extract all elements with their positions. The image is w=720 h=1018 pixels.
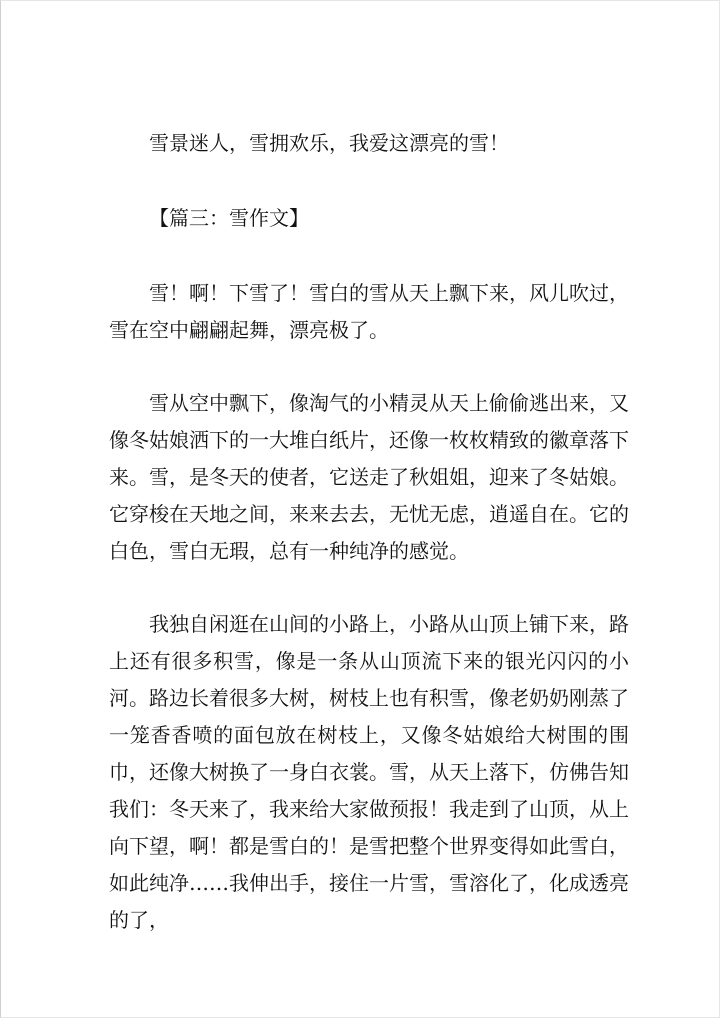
section-heading: 【篇三：雪作文】 — [149, 206, 309, 230]
paragraph-snow-description: 雪从空中飘下，像淘气的小精灵从天上偷偷逃出来，又像冬姑娘洒下的一大堆白纸片，还像一枚枚精致的徽章落下来。雪，是冬天的使者，它送走了秋姐姐，迎来了冬姑娘。它穿梭在天地之间，来来去去，无忧无虑，逍遥自在。它的白色，雪白无瑕，总有一种纯净的感觉。 — [109, 391, 629, 563]
paragraph-snow-falling: 雪！啊！下雪了！雪白的雪从天上飘下来，风儿吹过，雪在空中翩翩起舞，漂亮极了。 — [109, 281, 629, 342]
paragraph-mountain-walk: 我独自闲逛在山间的小路上，小路从山顶上铺下来，路上还有很多积雪，像是一条从山顶流下来的银光闪闪的小河。路边长着很多大树，树枝上也有积雪，像老奶奶刚蒸了一笼香香喷的面包放在树枝上，又像冬姑娘给大树围的围巾，还像大树换了一身白衣裳。雪，从天上落下，仿佛告知我们：冬天来了，我来给大家做预报！我走到了山顶，从上向下望，啊！都是雪白的！是雪把整个世界变得如此雪白，如此纯净……我伸出手，接住一片雪，雪溶化了，化成透亮的了， — [109, 612, 629, 932]
paragraph-closing-line: 雪景迷人，雪拥欢乐，我爱这漂亮的雪！ — [149, 131, 509, 155]
document-body — [109, 125, 629, 975]
